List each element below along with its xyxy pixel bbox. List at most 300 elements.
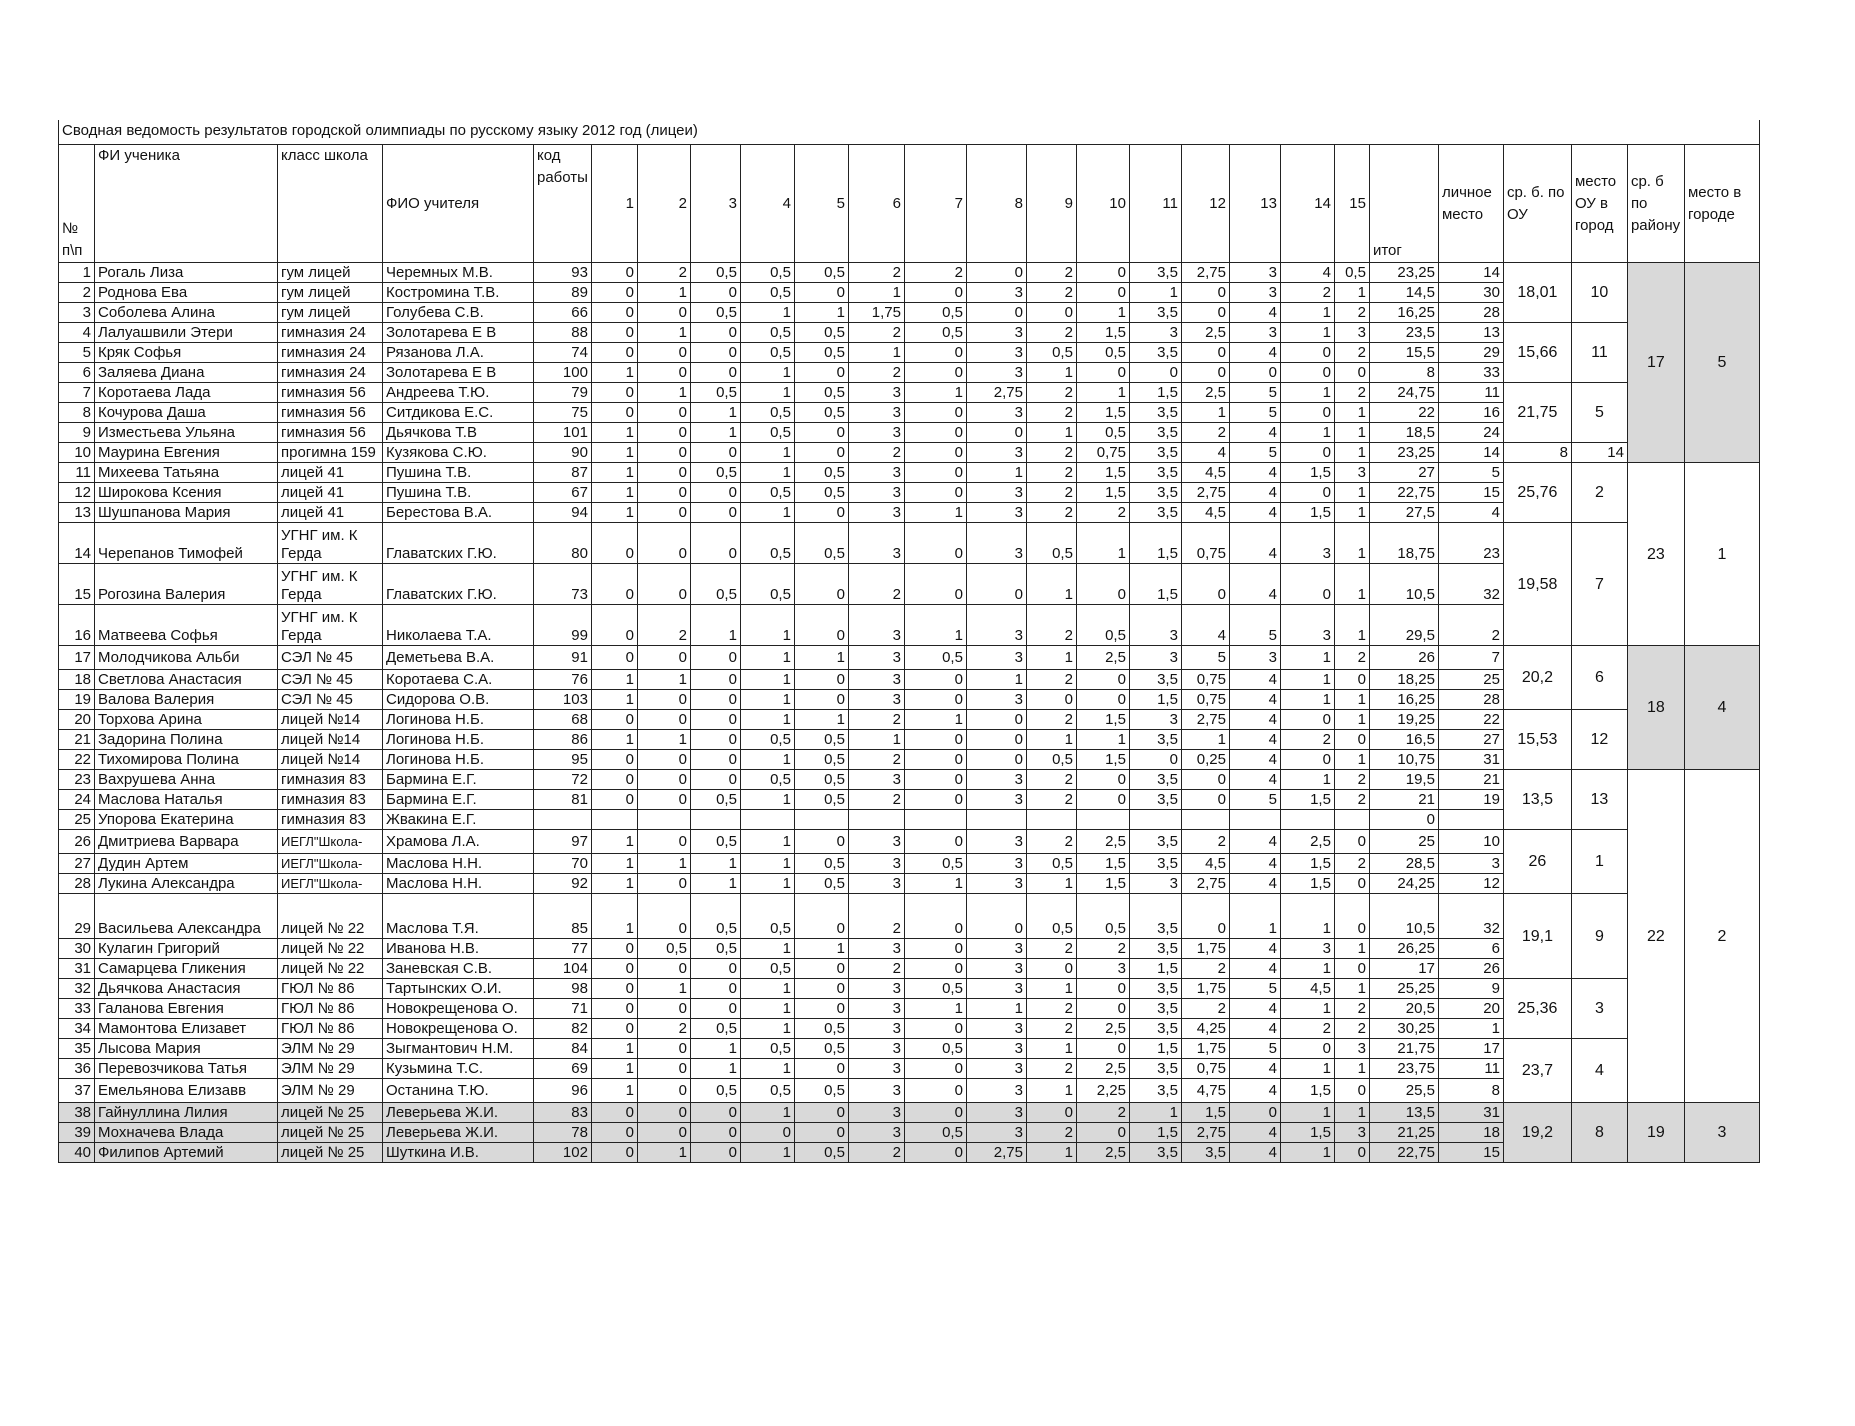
- task-score-3: 0: [690, 1123, 740, 1143]
- task-score-9: 0: [1026, 303, 1076, 323]
- task-score-5: 0,5: [794, 483, 848, 503]
- ou-average: 20,2: [1503, 646, 1571, 710]
- work-code: 74: [534, 343, 592, 363]
- task-score-11: 3,5: [1129, 483, 1181, 503]
- task-score-6: 3: [848, 1019, 904, 1039]
- student-name: Роднова Ева: [95, 283, 278, 303]
- personal-place: 13: [1438, 323, 1503, 343]
- task-score-2: 1: [637, 854, 690, 874]
- row-number: 37: [59, 1079, 95, 1103]
- task-score-11: 3: [1129, 323, 1181, 343]
- task-score-13: 4: [1229, 1019, 1280, 1039]
- task-score-9: 2: [1026, 403, 1076, 423]
- task-score-11: 3,5: [1129, 1079, 1181, 1103]
- task-score-1: 1: [591, 503, 637, 523]
- school-name: гимназия 83: [278, 790, 383, 810]
- task-score-9: 0: [1026, 690, 1076, 710]
- task-score-1: 0: [591, 750, 637, 770]
- task-score-3: 0: [690, 710, 740, 730]
- task-score-13: 4: [1229, 503, 1280, 523]
- task-score-14: 3: [1280, 523, 1334, 564]
- total-score: 27,5: [1369, 503, 1438, 523]
- task-score-9: 2: [1026, 1019, 1076, 1039]
- school-name: гум лицей: [278, 263, 383, 283]
- task-score-4: 1: [740, 750, 794, 770]
- total-score: 30,25: [1369, 1019, 1438, 1039]
- table-row: [59, 979, 1760, 999]
- task-score-7: 0: [904, 939, 966, 959]
- task-score-15: 0: [1334, 874, 1369, 894]
- teacher-name: Иванова Н.В.: [383, 939, 534, 959]
- row-number: 9: [59, 423, 95, 443]
- total-score: 26,25: [1369, 939, 1438, 959]
- task-score-3: 1: [690, 1059, 740, 1079]
- task-score-13: 4: [1229, 770, 1280, 790]
- task-score-15: 0: [1334, 730, 1369, 750]
- task-score-15: 1: [1334, 523, 1369, 564]
- task-score-4: 1: [740, 999, 794, 1019]
- work-code: 91: [534, 646, 592, 670]
- col-header-task-8: 8: [966, 145, 1026, 263]
- task-score-15: 2: [1334, 854, 1369, 874]
- task-score-10: 1: [1076, 303, 1129, 323]
- task-score-7: 2: [904, 263, 966, 283]
- task-score-5: 0,5: [794, 854, 848, 874]
- task-score-13: 4: [1229, 710, 1280, 730]
- task-score-5: 0: [794, 283, 848, 303]
- task-score-9: 2: [1026, 483, 1076, 503]
- task-score-13: 4: [1229, 303, 1280, 323]
- task-score-9: 2: [1026, 263, 1076, 283]
- task-score-4: 0,5: [740, 403, 794, 423]
- total-score: 19,5: [1369, 770, 1438, 790]
- task-score-4: 1: [740, 646, 794, 670]
- task-score-14: 1: [1280, 423, 1334, 443]
- school-name: ИЕГЛ"Школа-: [278, 874, 383, 894]
- task-score-2: 0: [637, 790, 690, 810]
- task-score-15: 2: [1334, 770, 1369, 790]
- task-score-9: 1: [1026, 564, 1076, 605]
- task-score-2: 1: [637, 670, 690, 690]
- task-score-7: 1: [904, 383, 966, 403]
- task-score-8: 3: [966, 959, 1026, 979]
- row-number: 20: [59, 710, 95, 730]
- task-score-4: 1: [740, 383, 794, 403]
- row-number: 35: [59, 1039, 95, 1059]
- task-score-8: 0: [966, 710, 1026, 730]
- work-code: 77: [534, 939, 592, 959]
- teacher-name: Останина Т.Ю.: [383, 1079, 534, 1103]
- work-code: 98: [534, 979, 592, 999]
- task-score-8: 3: [966, 343, 1026, 363]
- total-score: 23,5: [1369, 323, 1438, 343]
- row-number: 36: [59, 1059, 95, 1079]
- school-name: лицей № 22: [278, 894, 383, 939]
- task-score-1: 1: [591, 874, 637, 894]
- task-score-9: 2: [1026, 503, 1076, 523]
- task-score-10: 2,25: [1076, 1079, 1129, 1103]
- task-score-6: 3: [848, 503, 904, 523]
- task-score-5: 0,5: [794, 403, 848, 423]
- total-score: 18,25: [1369, 670, 1438, 690]
- work-code: 68: [534, 710, 592, 730]
- task-score-12: 4,5: [1181, 854, 1229, 874]
- task-score-5: 0,5: [794, 523, 848, 564]
- task-score-9: 2: [1026, 830, 1076, 854]
- task-score-3: 0: [690, 443, 740, 463]
- task-score-5: 0: [794, 1059, 848, 1079]
- ou-place: 1: [1571, 830, 1627, 894]
- task-score-13: 5: [1229, 979, 1280, 999]
- personal-place: 11: [1438, 383, 1503, 403]
- task-score-15: 2: [1334, 303, 1369, 323]
- col-header-task-12: 12: [1181, 145, 1229, 263]
- task-score-8: 3: [966, 443, 1026, 463]
- task-score-4: 1: [740, 1059, 794, 1079]
- row-number: 5: [59, 343, 95, 363]
- task-score-3: [690, 810, 740, 830]
- teacher-name: Бармина Е.Г.: [383, 770, 534, 790]
- task-score-4: 1: [740, 670, 794, 690]
- task-score-11: 3,5: [1129, 979, 1181, 999]
- task-score-6: 3: [848, 383, 904, 403]
- header-row: [59, 145, 1760, 263]
- task-score-2: 0: [637, 770, 690, 790]
- teacher-name: Шуткина И.В.: [383, 1143, 534, 1163]
- personal-place: 5: [1438, 463, 1503, 483]
- task-score-15: 1: [1334, 503, 1369, 523]
- task-score-15: 1: [1334, 443, 1369, 463]
- task-score-11: 3,5: [1129, 423, 1181, 443]
- task-score-12: 1,75: [1181, 979, 1229, 999]
- task-score-7: 0: [904, 959, 966, 979]
- ou-average: 15,53: [1503, 710, 1571, 770]
- task-score-7: 1: [904, 605, 966, 646]
- ou-average: 23,7: [1503, 1039, 1571, 1103]
- school-name: гум лицей: [278, 303, 383, 323]
- task-score-7: 0,5: [904, 1039, 966, 1059]
- task-score-7: 0: [904, 483, 966, 503]
- total-score: 26: [1369, 646, 1438, 670]
- task-score-15: 0: [1334, 670, 1369, 690]
- task-score-15: 0: [1334, 894, 1369, 939]
- task-score-13: 0: [1229, 363, 1280, 383]
- task-score-5: 0: [794, 959, 848, 979]
- total-score: 0: [1369, 810, 1438, 830]
- task-score-7: 0: [904, 750, 966, 770]
- task-score-5: 0,5: [794, 750, 848, 770]
- task-score-10: 0: [1076, 363, 1129, 383]
- row-number: 1: [59, 263, 95, 283]
- task-score-6: 3: [848, 483, 904, 503]
- city-place: 1: [1684, 463, 1759, 646]
- task-score-12: 0,25: [1181, 750, 1229, 770]
- teacher-name: Голубева С.В.: [383, 303, 534, 323]
- task-score-2: 1: [637, 979, 690, 999]
- task-score-7: 0,5: [904, 646, 966, 670]
- work-code: 103: [534, 690, 592, 710]
- work-code: 99: [534, 605, 592, 646]
- personal-place: 14: [1438, 443, 1503, 463]
- task-score-6: 2: [848, 1143, 904, 1163]
- task-score-13: 5: [1229, 403, 1280, 423]
- total-score: 23,25: [1369, 263, 1438, 283]
- task-score-3: 0,5: [690, 830, 740, 854]
- col-header-task-11: 11: [1129, 145, 1181, 263]
- task-score-1: 0: [591, 564, 637, 605]
- row-number: 11: [59, 463, 95, 483]
- school-name: гимназия 83: [278, 770, 383, 790]
- task-score-11: 3,5: [1129, 1019, 1181, 1039]
- task-score-9: [1026, 810, 1076, 830]
- task-score-8: 3: [966, 323, 1026, 343]
- total-score: 22: [1369, 403, 1438, 423]
- work-code: 84: [534, 1039, 592, 1059]
- student-name: Лалуашвили Этери: [95, 323, 278, 343]
- task-score-6: 2: [848, 363, 904, 383]
- task-score-11: 3,5: [1129, 770, 1181, 790]
- school-name: гимназия 24: [278, 323, 383, 343]
- col-header-teacher: ФИО учителя: [383, 145, 534, 263]
- personal-place: 27: [1438, 730, 1503, 750]
- teacher-name: Маслова Т.Я.: [383, 894, 534, 939]
- school-name: гимназия 83: [278, 810, 383, 830]
- task-score-10: 1,5: [1076, 710, 1129, 730]
- task-score-9: 1: [1026, 979, 1076, 999]
- task-score-8: 1: [966, 670, 1026, 690]
- total-score: 14,5: [1369, 283, 1438, 303]
- school-name: ЭЛМ № 29: [278, 1039, 383, 1059]
- task-score-7: 0: [904, 690, 966, 710]
- ou-place: 5: [1571, 383, 1627, 443]
- task-score-2: 1: [637, 283, 690, 303]
- personal-place: 3: [1438, 854, 1503, 874]
- task-score-6: 3: [848, 1079, 904, 1103]
- personal-place: 4: [1438, 503, 1503, 523]
- task-score-15: 3: [1334, 1039, 1369, 1059]
- task-score-5: 0,5: [794, 770, 848, 790]
- task-score-14: 0: [1280, 710, 1334, 730]
- task-score-9: 2: [1026, 383, 1076, 403]
- teacher-name: Бармина Е.Г.: [383, 790, 534, 810]
- task-score-3: 1: [690, 854, 740, 874]
- row-number: 10: [59, 443, 95, 463]
- task-score-6: 2: [848, 894, 904, 939]
- task-score-14: 0: [1280, 750, 1334, 770]
- task-score-10: 1,5: [1076, 463, 1129, 483]
- task-score-3: 0: [690, 343, 740, 363]
- student-name: Маурина Евгения: [95, 443, 278, 463]
- task-score-6: 3: [848, 1039, 904, 1059]
- task-score-1: 0: [591, 646, 637, 670]
- total-score: 25,5: [1369, 1079, 1438, 1103]
- task-score-6: 1: [848, 730, 904, 750]
- task-score-1: 0: [591, 959, 637, 979]
- teacher-name: Храмова Л.А.: [383, 830, 534, 854]
- task-score-8: 2,75: [966, 383, 1026, 403]
- task-score-1: 0: [591, 523, 637, 564]
- total-score: 23,75: [1369, 1059, 1438, 1079]
- task-score-4: 1: [740, 710, 794, 730]
- task-score-10: 1,5: [1076, 854, 1129, 874]
- task-score-15: 1: [1334, 283, 1369, 303]
- task-score-14: 0: [1280, 343, 1334, 363]
- task-score-3: 0: [690, 690, 740, 710]
- task-score-4: 0,5: [740, 959, 794, 979]
- school-name: гимназия 56: [278, 403, 383, 423]
- task-score-7: 0: [904, 1103, 966, 1123]
- task-score-1: 1: [591, 854, 637, 874]
- district-average: 18: [1627, 646, 1684, 770]
- task-score-1: 1: [591, 463, 637, 483]
- task-score-2: 2: [637, 605, 690, 646]
- task-score-6: 3: [848, 1103, 904, 1123]
- task-score-6: 3: [848, 979, 904, 999]
- school-name: лицей 41: [278, 483, 383, 503]
- task-score-14: 0: [1280, 564, 1334, 605]
- school-name: ЭЛМ № 29: [278, 1059, 383, 1079]
- task-score-5: 0: [794, 690, 848, 710]
- task-score-9: 2: [1026, 443, 1076, 463]
- task-score-13: 4: [1229, 1123, 1280, 1143]
- task-score-11: 1,5: [1129, 564, 1181, 605]
- table-row: [59, 770, 1760, 790]
- task-score-1: 1: [591, 670, 637, 690]
- personal-place: 28: [1438, 303, 1503, 323]
- task-score-14: 1: [1280, 670, 1334, 690]
- teacher-name: Золотарева Е В: [383, 363, 534, 383]
- task-score-12: 0: [1181, 790, 1229, 810]
- task-score-15: 1: [1334, 423, 1369, 443]
- task-score-11: 3,5: [1129, 1059, 1181, 1079]
- student-name: Торхова Арина: [95, 710, 278, 730]
- school-name: лицей № 22: [278, 959, 383, 979]
- task-score-1: 1: [591, 423, 637, 443]
- personal-place: 32: [1438, 894, 1503, 939]
- task-score-10: 0: [1076, 770, 1129, 790]
- task-score-8: 3: [966, 830, 1026, 854]
- task-score-10: 2,5: [1076, 830, 1129, 854]
- row-number: 40: [59, 1143, 95, 1163]
- teacher-name: Леверьева Ж.И.: [383, 1123, 534, 1143]
- task-score-2: 0: [637, 443, 690, 463]
- task-score-10: 0: [1076, 564, 1129, 605]
- teacher-name: Главатских Г.Ю.: [383, 564, 534, 605]
- task-score-7: 0: [904, 463, 966, 483]
- work-code: 67: [534, 483, 592, 503]
- task-score-14: [1280, 810, 1334, 830]
- task-score-1: 0: [591, 1103, 637, 1123]
- student-name: Соболева Алина: [95, 303, 278, 323]
- teacher-name: Заневская С.В.: [383, 959, 534, 979]
- task-score-9: 1: [1026, 423, 1076, 443]
- row-number: 13: [59, 503, 95, 523]
- personal-place: 26: [1438, 959, 1503, 979]
- task-score-1: 0: [591, 605, 637, 646]
- school-name: лицей № 25: [278, 1103, 383, 1123]
- task-score-2: 0: [637, 830, 690, 854]
- work-code: 79: [534, 383, 592, 403]
- task-score-1: 0: [591, 323, 637, 343]
- task-score-12: 4,75: [1181, 1079, 1229, 1103]
- teacher-name: Пушина Т.В.: [383, 463, 534, 483]
- task-score-6: 3: [848, 1059, 904, 1079]
- task-score-1: 0: [591, 403, 637, 423]
- task-score-5: [794, 810, 848, 830]
- task-score-12: 0: [1181, 770, 1229, 790]
- teacher-name: Новокрещенова О.: [383, 999, 534, 1019]
- work-code: 66: [534, 303, 592, 323]
- task-score-5: 0: [794, 443, 848, 463]
- task-score-3: 0: [690, 523, 740, 564]
- ou-place: 4: [1571, 1039, 1627, 1103]
- task-score-6: 3: [848, 523, 904, 564]
- work-code: 75: [534, 403, 592, 423]
- personal-place: 31: [1438, 750, 1503, 770]
- work-code: 86: [534, 730, 592, 750]
- teacher-name: Деметьева В.А.: [383, 646, 534, 670]
- task-score-10: 0,5: [1076, 423, 1129, 443]
- row-number: 26: [59, 830, 95, 854]
- col-header-task-5: 5: [794, 145, 848, 263]
- col-header-task-4: 4: [740, 145, 794, 263]
- task-score-15: [1334, 810, 1369, 830]
- task-score-4: 0,5: [740, 263, 794, 283]
- task-score-4: 0,5: [740, 483, 794, 503]
- task-score-5: 0: [794, 564, 848, 605]
- task-score-7: 0: [904, 443, 966, 463]
- task-score-10: [1076, 810, 1129, 830]
- task-score-13: 3: [1229, 323, 1280, 343]
- task-score-7: 0,5: [904, 303, 966, 323]
- task-score-13: 4: [1229, 423, 1280, 443]
- work-code: 90: [534, 443, 592, 463]
- student-name: Кочурова Даша: [95, 403, 278, 423]
- task-score-15: 2: [1334, 383, 1369, 403]
- task-score-6: 2: [848, 263, 904, 283]
- task-score-4: 1: [740, 503, 794, 523]
- teacher-name: Маслова Н.Н.: [383, 854, 534, 874]
- col-header-task-3: 3: [690, 145, 740, 263]
- task-score-1: 0: [591, 1019, 637, 1039]
- table-row: [59, 263, 1760, 283]
- task-score-12: 1: [1181, 403, 1229, 423]
- task-score-13: 0: [1229, 1103, 1280, 1123]
- task-score-14: 1: [1280, 1059, 1334, 1079]
- col-header-task-15: 15: [1334, 145, 1369, 263]
- task-score-8: [966, 810, 1026, 830]
- task-score-9: 2: [1026, 999, 1076, 1019]
- task-score-8: 3: [966, 363, 1026, 383]
- ou-place: 10: [1571, 263, 1627, 323]
- task-score-8: 3: [966, 1039, 1026, 1059]
- teacher-name: Кузякова С.Ю.: [383, 443, 534, 463]
- task-score-7: 0: [904, 894, 966, 939]
- student-name: Дмитриева Варвара: [95, 830, 278, 854]
- task-score-5: 0,5: [794, 1019, 848, 1039]
- teacher-name: Новокрещенова О.: [383, 1019, 534, 1039]
- task-score-10: 0,75: [1076, 443, 1129, 463]
- task-score-6: 2: [848, 959, 904, 979]
- task-score-4: 1: [740, 1143, 794, 1163]
- task-score-12: 2,5: [1181, 323, 1229, 343]
- work-code: 95: [534, 750, 592, 770]
- task-score-1: 0: [591, 1143, 637, 1163]
- task-score-8: 1: [966, 463, 1026, 483]
- task-score-1: 1: [591, 730, 637, 750]
- task-score-4: 0,5: [740, 323, 794, 343]
- task-score-2: 0: [637, 363, 690, 383]
